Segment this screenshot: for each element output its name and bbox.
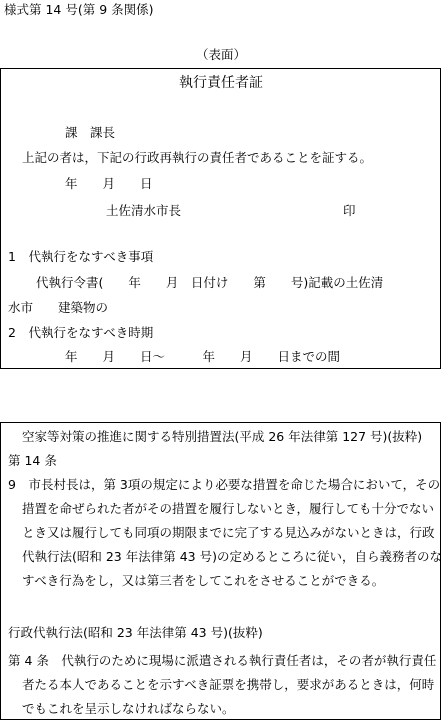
side-label: （表面） (195, 47, 246, 62)
certificate-title: 執行責任者証 (179, 75, 263, 91)
para9-line: 措置を命ぜられた者がその措置を履行しないとき，履行しても十分でない (22, 501, 435, 516)
article4-line: 者たる本人であることを示すべき証票を携帯し，要求があるときは，何時 (22, 677, 435, 692)
seal-mark: 印 (343, 203, 356, 218)
issuer: 土佐清水市長 (106, 203, 182, 218)
item2-line: 年 月 日～ 年 月 日までの間 (65, 349, 341, 364)
date-line: 年 月 日 (65, 176, 153, 191)
certificate-box (0, 68, 441, 369)
para9-line: とき又は履行しても同項の期限までに完了する見込みがないときは，行政 (22, 525, 435, 540)
item1-heading: 1 代執行をなすべき事項 (8, 249, 154, 264)
para9-line: 代執行法(昭和 23 年法律第 43 号)の定めるところに従い，自ら義務者のな (22, 549, 442, 564)
law1-title: 空家等対策の推進に関する特別措置法(平成 26 年法律第 127 号)(抜粋) (22, 429, 423, 444)
item1-line1: 代執行令書( 年 月 日付け 第 号)記載の土佐清 (36, 275, 384, 290)
excerpt-box (0, 422, 441, 720)
para9-line: すべき行為をし，又は第三者をしてこれをさせることができる。 (22, 573, 385, 588)
item2-heading: 2 代執行をなすべき時期 (8, 325, 154, 340)
article4-line: でもこれを呈示しなければならない。 (22, 701, 235, 716)
statement: 上記の者は，下記の行政再執行の責任者であることを証する。 (22, 150, 373, 165)
para9-line: 9 市長村長は，第 3項の規定により必要な措置を命じた場合において，その (8, 477, 441, 492)
form-number: 様式第 14 号(第 9 条関係) (4, 2, 154, 17)
position-line: 課 課長 (65, 125, 116, 140)
law2-title: 行政代執行法(昭和 23 年法律第 43 号)(抜粋) (8, 625, 263, 640)
article14-heading: 第 14 条 (8, 453, 57, 468)
item1-line2: 水市 建築物の (8, 300, 109, 315)
article4-line: 第 4 条 代執行のために現場に派遣される執行責任者は，その者が執行責任 (8, 653, 437, 668)
